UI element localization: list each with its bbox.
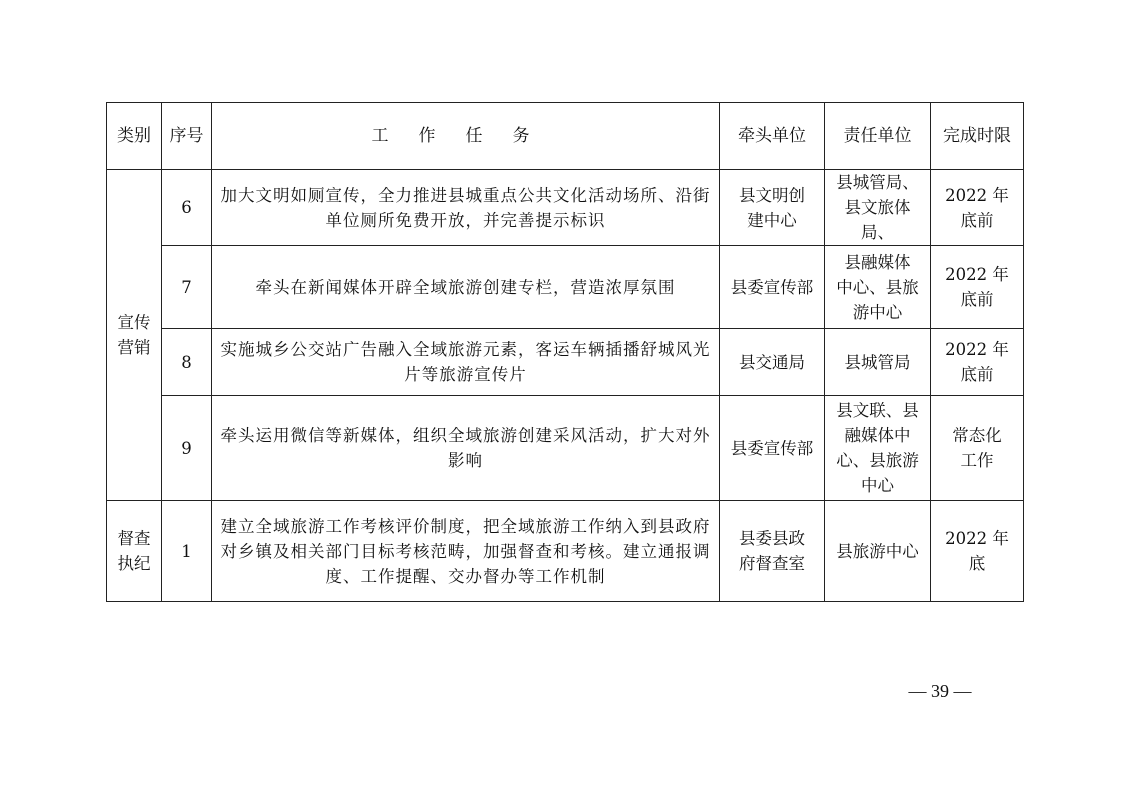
table-row <box>107 501 1024 602</box>
task-cell: 加大文明如厕宣传，全力推进县城重点公共文化活动场所、沿街单位厕所免费开放，并完善提示标识 <box>212 170 720 246</box>
lead-unit-cell: 县委县政 府督查室 <box>720 501 825 602</box>
category-cell-supervision: 督查 执纪 <box>107 501 162 602</box>
seq-cell: 9 <box>162 396 212 501</box>
deadline-cell: 2022 年 底前 <box>931 170 1024 246</box>
deadline-cell: 2022 年底 <box>931 501 1024 602</box>
task-cell: 牵头运用微信等新媒体，组织全域旅游创建采风活动，扩大对外影响 <box>212 396 720 501</box>
deadline-cell: 常态化 工作 <box>931 396 1024 501</box>
resp-unit-cell: 县旅游中心 <box>825 501 931 602</box>
table-row <box>107 170 1024 246</box>
task-cell: 牵头在新闻媒体开辟全域旅游创建专栏，营造浓厚氛围 <box>212 246 720 329</box>
table-header-row <box>107 103 1024 170</box>
header-resp-unit: 责任单位 <box>825 103 931 170</box>
seq-cell: 6 <box>162 170 212 246</box>
deadline-cell: 2022 年 底前 <box>931 246 1024 329</box>
deadline-cell: 2022 年 底前 <box>931 329 1024 396</box>
header-deadline: 完成时限 <box>931 103 1024 170</box>
header-lead-unit: 牵头单位 <box>720 103 825 170</box>
lead-unit-cell: 县文明创 建中心 <box>720 170 825 246</box>
task-table <box>106 102 1024 602</box>
resp-unit-cell: 县城管局、 县文旅体局、 <box>825 170 931 246</box>
resp-unit-cell: 县融媒体 中心、县旅 游中心 <box>825 246 931 329</box>
table-row <box>107 246 1024 329</box>
category-cell-publicity: 宣传 营销 <box>107 170 162 501</box>
lead-unit-cell: 县委宣传部 <box>720 396 825 501</box>
lead-unit-cell: 县委宣传部 <box>720 246 825 329</box>
table-row <box>107 329 1024 396</box>
header-category: 类别 <box>107 103 162 170</box>
resp-unit-cell: 县城管局 <box>825 329 931 396</box>
header-task: 工作任务 <box>212 103 720 170</box>
header-seq: 序号 <box>162 103 212 170</box>
lead-unit-cell: 县交通局 <box>720 329 825 396</box>
table-row <box>107 396 1024 501</box>
task-cell: 实施城乡公交站广告融入全域旅游元素，客运车辆插播舒城风光片等旅游宣传片 <box>212 329 720 396</box>
seq-cell: 7 <box>162 246 212 329</box>
seq-cell: 8 <box>162 329 212 396</box>
task-cell: 建立全域旅游工作考核评价制度，把全域旅游工作纳入到县政府对乡镇及相关部门目标考核范畴，加强督查和考核。建立通报调度、工作提醒、交办督办等工作机制 <box>212 501 720 602</box>
resp-unit-cell: 县文联、县 融媒体中 心、县旅游 中心 <box>825 396 931 501</box>
seq-cell: 1 <box>162 501 212 602</box>
page-number: — 39 — <box>908 681 972 701</box>
